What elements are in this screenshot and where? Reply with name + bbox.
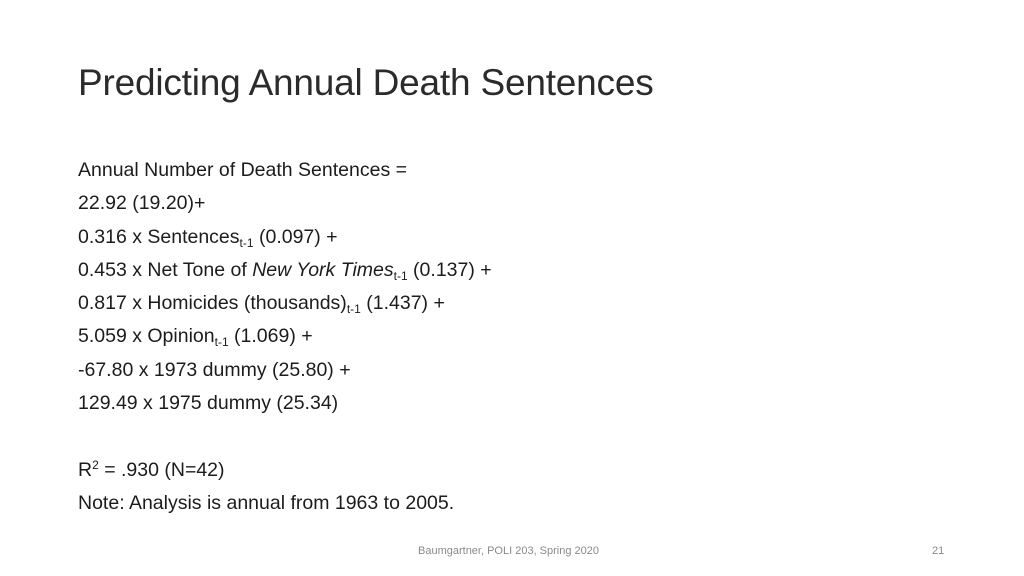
opinion-line [78,320,958,353]
page-number: 21 [932,545,945,557]
homicides-coef: 0.817 x Homicides (thousands) [78,292,347,315]
opinion-lag: t-1 [214,335,229,350]
nyt-se: (0.137) + [407,258,492,281]
blank-line [78,420,958,453]
nyt-lag: t-1 [393,268,408,283]
r-value: = .930 (N=42) [98,458,225,481]
opinion-se: (1.069) + [228,325,313,348]
nyt-coef: 0.453 x Net Tone of [78,258,253,281]
opinion-coef: 5.059 x Opinion [78,325,215,348]
equation-header: Annual Number of Death Sentences = [78,159,407,181]
homicides-se: (1.437) + [360,292,445,315]
slide-title: Predicting Annual Death Sentences [78,62,654,103]
r-squared-line [78,454,958,487]
sentences-line [78,221,958,254]
homicides-lag: t-1 [346,302,361,317]
nyt-italic: New York Times [252,258,394,281]
analysis-note: Note: Analysis is annual from 1963 to 2005. [78,491,455,514]
r-label: R [78,458,93,481]
nyt-line [78,254,958,287]
dummy-1973-line: -67.80 x 1973 dummy (25.80) + [78,358,351,381]
sentences-se: (0.097) + [253,225,338,248]
sentences-coef: 0.316 x Sentences [78,225,240,248]
r-exponent: 2 [92,457,99,472]
sentences-lag: t-1 [239,235,254,250]
intercept-line: 22.92 (19.20)+ [78,192,206,215]
slide-body [78,154,958,520]
footer-text: Baumgartner, POLI 203, Spring 2020 [418,545,600,557]
dummy-1975-line: 129.49 x 1975 dummy (25.34) [78,392,339,415]
homicides-line [78,287,958,320]
